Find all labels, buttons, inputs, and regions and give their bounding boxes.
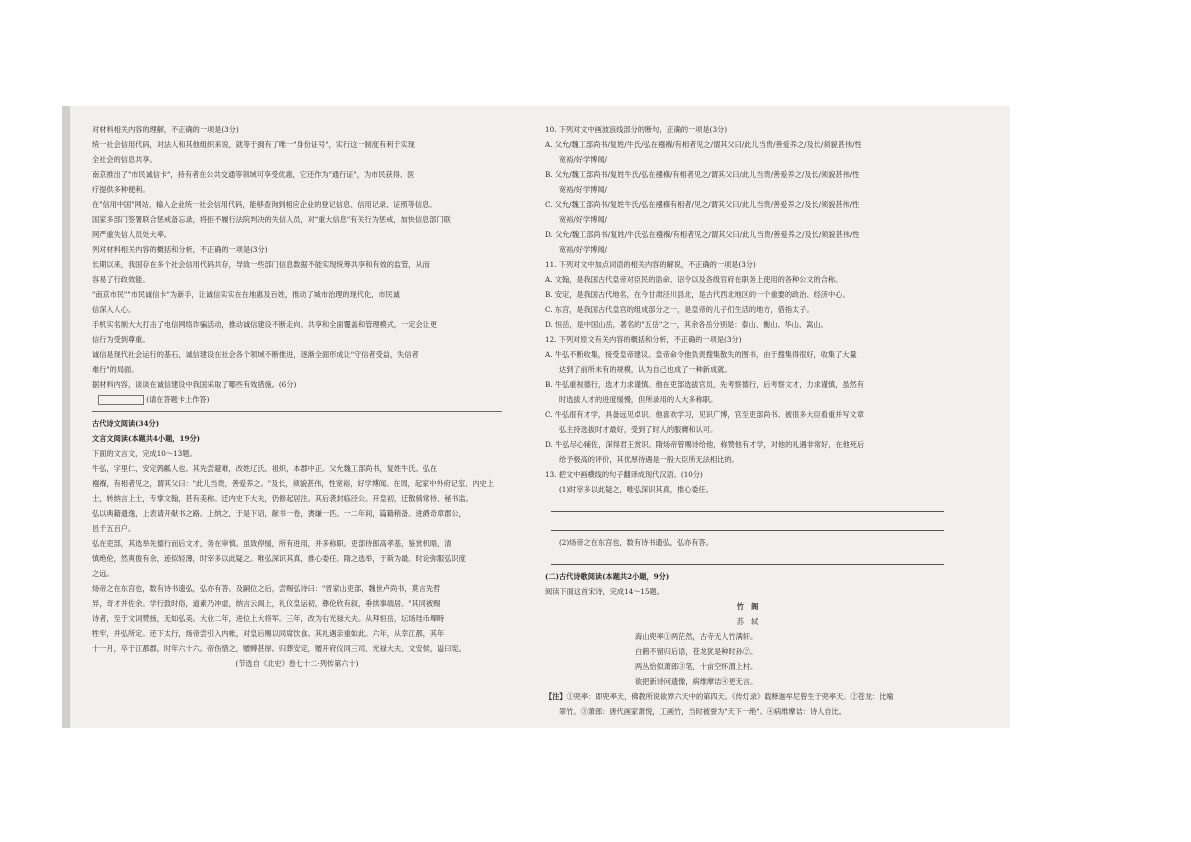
question-line: 容易了行政效能。	[92, 275, 150, 284]
question-line: 据材料内容，谈谈在诚信建设中我国采取了哪些有效措施。(6分)	[92, 380, 297, 389]
poem-line: 欲把新诗问遗像，病维摩诘④更无言。	[635, 677, 758, 686]
option-line: B. 牛弘重视德行，选才力求谨慎。他在吏部选拔官员，先考察德行，后考察文才，力求谨慎，虽然有	[545, 380, 864, 389]
option-line: D. 父允/魏工部尚书/复姓/牛氏弘在襁褓/有相者见之/谓其父曰/此儿当贵/善爱养之/及长/须貌甚伟/性	[545, 230, 860, 239]
option-line: 给予极高的评价，其优厚待遇是一般大臣所无法相比的。	[559, 455, 739, 464]
answer-line	[551, 550, 944, 565]
question-line: 信深入人心。	[92, 305, 136, 314]
poem-line: 海山兜率①两茫然，古寺无人竹满轩。	[635, 632, 758, 641]
question-line: 诚信是现代社会运行的基石，诚信建设在社会各个领域不断推进，逐渐全面形成让"守信者受益，失信者	[92, 350, 419, 359]
passage-line: 牛弘，字里仁，安定鹑觚人也。其先尝避难，改姓辽氏。祖炽，本郡中正。父允魏工部尚书，复姓牛氏。弘在	[92, 464, 438, 473]
option-line: A. 牛弘不断收集，接受皇帝建议。皇帝命令他负责搜集散失的图书，由于搜集得很好，收集了大量	[545, 350, 857, 359]
poem-note: 翠竹。③萧郎：唐代画家萧悦，工画竹，当时被誉为"天下一绝"。④病维摩诘：诗人自比。	[559, 707, 846, 716]
question-line: 12. 下列对原文有关内容的概括和分析，不正确的一项是(3分)	[545, 335, 742, 344]
right-page	[545, 122, 950, 719]
answer-box	[98, 395, 144, 405]
passage-line: 弘在吏部，其选举先德行而后文才，务在审慎。虽致停缓，所有进用，并多称职。吏部侍郎高孝基，鉴赏机晤，清	[92, 539, 452, 548]
passage-line: 炀帝之在东宫也，数有诗书遗弘，弘亦有答。及嗣位之后，尝赐弘诗曰："晋家山吏部，魏世卢尚书，莫言先哲	[92, 584, 441, 593]
option-line: 达到了前所未有的规模，认为自己也成了一种新成就。	[559, 365, 732, 374]
question-line: 列对材料相关内容的概括和分析，不正确的一项是(3分)	[92, 245, 268, 254]
answer-line	[551, 516, 944, 531]
question-line: 长期以来，我国存在多个社会信用代码共存，导致一些部门信息数据不能实现统筹共享和有效的监管，从而	[92, 260, 430, 269]
option-line: 弘主持选拔时才最好，受到了时人的服膺和认可。	[559, 425, 718, 434]
translation-sentence: (2)炀帝之在东宫也，数有诗书遗弘，弘亦有答。	[559, 538, 713, 547]
question-line: "南京市民""市民诚信卡"为新手，让诚信实实在在地惠及百姓，推动了城市治理的现代化，市民诚	[92, 290, 400, 299]
passage-line: 士，转纳言上士，专掌文翰，甚有美称。迁内史下大夫，仍修起居注。其后袭封临泾公。开皇初，迁散骑常侍、秘书监。	[92, 494, 473, 503]
passage-line: 诗者，至于文词赞扬，无如弘美。大业二年，进位上大将军。三年，改为右光禄大夫。从拜恒岳，坛场珪币墠畤	[92, 614, 445, 623]
poem-intro: 阅读下面这首宋诗，完成14～15题。	[545, 587, 664, 596]
poem-author: 苏 轼	[736, 617, 759, 626]
poem-line: 两丛恰似萧郎③笔，十亩空怀渭上村。	[635, 662, 758, 671]
passage-line: 异，奇才并佐余。学行敦时俗，道素乃冲虚，纳言云阁上，礼仪皇运初，彝伦欣有叙，垂拱事端居。"其同被赐	[92, 599, 441, 608]
option-line: B. 安定，是我国古代地名，在今甘肃泾川县北，是古代西北地区的一个重要的政治、经济中心。	[545, 290, 850, 299]
option-line: D. 牛弘尽心辅佐，深得君王赏识。隋炀帝曾赐诗给他，称赞他有才学，对他的礼遇非常好，在他死后	[545, 440, 865, 449]
passage-line: 慎绝伦，然爽俊有余，迹似轻薄，时宰多以此疑之。唯弘深识其真，推心委任。隋之选举，于斯为最。时论弥服弘识度	[92, 554, 466, 563]
note-text: ①兜率：即兜率天，佛教所说欲界六天中的第四天。《传灯录》载释迦牟尼曾生于兜率天。②苍龙：比喻	[566, 692, 894, 701]
option-line: 宽裕/好学博闻/	[559, 155, 607, 164]
option-line: 宽裕/好学博闻/	[559, 215, 607, 224]
question-line: 11. 下列对文中加点词语的相关内容的解说，不正确的一项是(3分)	[545, 260, 756, 269]
option-line: A. 文翰，是我国古代皇帝对臣民的诰命、诏令以及各级官府在职务上使用的各种公文的合称。	[545, 275, 843, 284]
left-page	[92, 122, 502, 671]
option-line: C. 父允/魏工部尚书/复姓牛氏/弘在襁褓有相者/见之/谓其父曰/此儿当贵/善爱养之/及长/须貌甚伟/性	[545, 200, 860, 209]
passage-line: 弘以典籍遗逸，上表请开献书之路。上纳之，于是下诏，献书一卷，赉缣一匹。一二年间，篇籍稍备。进爵奇章郡公，	[92, 509, 466, 518]
question-line: 13. 把文中画横线的句子翻译成现代汉语。(10分)	[545, 470, 703, 479]
question-line: 对材料相关内容的理解，不正确的一项是(3分)	[92, 125, 239, 134]
answer-box-line	[92, 392, 502, 407]
poem-note	[545, 689, 950, 704]
poem-line: 白鹤不留归后语，苍龙犹是种时孙②。	[635, 647, 758, 656]
option-line: 时选拔人才的进度缓慢，但所录用的人大多称职。	[559, 395, 718, 404]
option-line: C. 牛弘很有才学，具备远见卓识。他喜欢学习，见识广博，官至吏部尚书。被很多大臣看重并写文章	[545, 410, 864, 419]
question-line: 信行为受到尊重。	[92, 335, 150, 344]
section-heading: 古代诗文阅读(34分)	[92, 419, 160, 428]
question-line: 10. 下列对文中画波浪线部分的断句，正确的一项是(3分)	[545, 125, 728, 134]
question-line: 在"信用中国"网站，输入企业统一社会信用代码，能够查询到相应企业的登记信息、信用记录、证照等信息。	[92, 200, 437, 209]
question-line: 统一社会信用代码，对法人和其他组织来说，就等于拥有了唯一"身份证号"，实行这一制度有利于实现	[92, 140, 415, 149]
option-line: B. 父允/魏工部尚书/复姓牛氏/弘在襁褓/有相者见之/谓其父曰/此儿当贵/善爱养之/及长/须貌甚伟/性	[545, 170, 860, 179]
passage-line: 之远。	[92, 569, 114, 578]
divider	[92, 411, 502, 412]
option-line: A. 父允/魏工部尚书/复姓/牛氏/弘在襁褓/有相者见之/谓其父曰/此儿当贵/善爱养之/及长/须貌甚伟/性	[545, 140, 862, 149]
passage-line: 邑千五百户。	[92, 524, 136, 533]
page-edge-shadow	[62, 106, 70, 728]
question-line: 难行"的局面。	[92, 365, 139, 374]
option-line: D. 恒岳，是中国山岳，著名的"五岳"之一，其余各岳分别是：泰山、衡山、华山、嵩山。	[545, 320, 828, 329]
question-line: 全社会的信息共享。	[92, 155, 157, 164]
notes-label: 【注】	[545, 692, 567, 701]
answer-box-label: (请在答题卡上作答)	[146, 395, 210, 404]
option-line: C. 东宫，是我国古代皇宫的组成部分之一，是皇帝的儿子们生活的地方，借指太子。	[545, 305, 814, 314]
passage-line: 牲牢，并弘所定。还下太行，炀帝尝引入内帐，对皇后赐以同席饮食。其礼遇亲重如此。六年，从幸江都，其年	[92, 629, 445, 638]
subsection-heading: 文言文阅读(本题共4小题，19分)	[92, 434, 201, 443]
question-line: 手机实名制大大打击了电信网络诈骗活动，推动诚信建设不断走向、共享和全面覆盖和管理模式，一定会让更	[92, 320, 438, 329]
question-line: 疗提供多种便利。	[92, 185, 150, 194]
poem-title: 竹 阁	[736, 602, 759, 611]
passage-line: 襁褓，有相者见之，谓其父曰："此儿当贵，善爱养之。"及长，须貌甚伟，性宽裕，好学博闻。在周，起家中外府记室、内史上	[92, 479, 494, 488]
question-line: 南京推出了"市民诚信卡"，持有者在公共交通等领域可享受优惠，它还作为"通行证"，为市民获得、医	[92, 170, 415, 179]
option-line: 宽裕/好学博闻/	[559, 185, 607, 194]
passage-line: 十一月，卒于江都郡，时年六十六。帝伤惜之，赠赙甚厚。归葬安定，赠开府仪同三司、光禄大夫、文安侯，谥曰宪。	[92, 644, 466, 653]
translation-sentence: (1)时宰多以此疑之，唯弘深识其真，推心委任。	[559, 485, 713, 494]
question-line: 网严重失信人员处大率。	[92, 230, 172, 239]
option-line: 宽裕/好学博闻/	[559, 245, 607, 254]
answer-line	[551, 497, 944, 512]
question-line: 国家多部门签署联合惩戒备忘录，将拒不履行法院判决的失信人员，对"重大信息"有关行为惩戒，加快信息部门联	[92, 215, 451, 224]
page-footer: (节选自《北史》卷七十二·列传第六十)	[235, 659, 359, 668]
passage-line: 下面的文言文，完成10～13题。	[92, 449, 197, 458]
section-heading: (二)古代诗歌阅读(本题共2小题，9分)	[545, 572, 670, 581]
